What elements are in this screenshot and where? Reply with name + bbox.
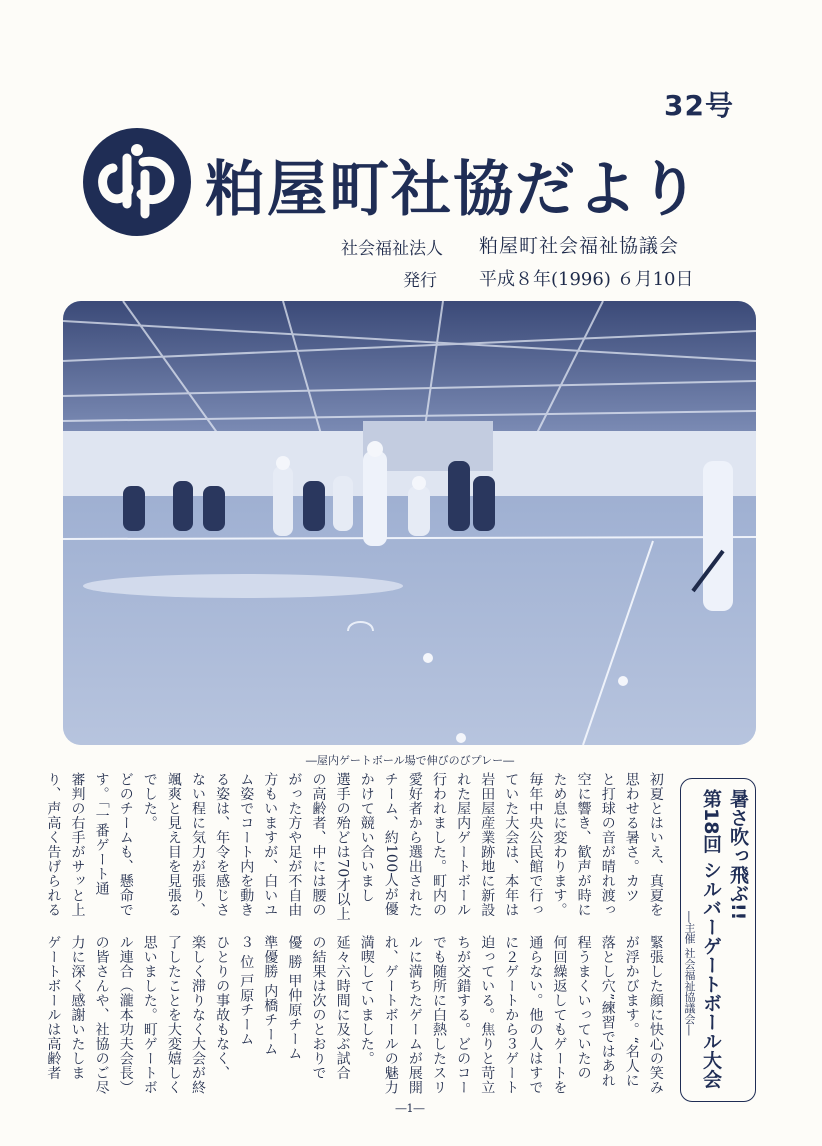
article-column: がった方や足が不自由 xyxy=(286,772,303,917)
article-column: 颯爽と見え目を見張る xyxy=(165,772,182,917)
article-column: す。「一番ゲート通 xyxy=(93,772,110,896)
photo-caption: ―屋内ゲートボール場で伸びのびプレー― xyxy=(305,754,515,767)
shakyo-logo xyxy=(83,128,191,236)
article-column: ため息に変わります。 xyxy=(551,772,568,917)
article-column: が浮かびます。“名人に xyxy=(623,935,640,1088)
article-column: 優 勝 甲仲原チーム xyxy=(286,935,303,1061)
article-column: 準優勝 内橋チーム xyxy=(262,935,279,1056)
article-column: ちが交錯する。どのコー xyxy=(455,935,472,1095)
article-column: れた屋内ゲートボール xyxy=(455,772,472,917)
article-column: 方もいますが、白いユ xyxy=(262,772,279,917)
page-number: ―1― xyxy=(395,1102,425,1115)
article-column: と打球の音が晴れ渡っ xyxy=(599,772,616,917)
article-column: ひとりの事故もなく、 xyxy=(214,935,231,1080)
event-headline: 暑さ吹っ飛ぶ!! xyxy=(727,789,749,921)
article-column: 初夏とはいえ、真夏を xyxy=(647,772,664,917)
article-column: の高齢者、中には腰の xyxy=(310,772,327,917)
org-name: 粕屋町社会福祉協議会 xyxy=(479,235,680,257)
article-column: ない程に気力が張り、 xyxy=(190,772,206,917)
article-column: 落とし穴”練習ではあれ xyxy=(599,935,616,1088)
event-organizer: ―主催 社会福祉協議会― xyxy=(683,911,696,1036)
article-column: ゲートボールは高齢者 xyxy=(45,935,62,1080)
article-column: 程うまくいっていたの xyxy=(575,935,592,1080)
article-column: 通らない。他の人はすで xyxy=(527,935,544,1095)
article-column: 了したことを大変嬉しく xyxy=(165,935,182,1095)
article-column: 岩田屋産業跡地に新設 xyxy=(479,772,496,917)
article-column: チーム、約100人が優 xyxy=(382,772,399,917)
article-column: に２ゲートから３ゲート xyxy=(503,935,520,1095)
article-column: れ、ゲートボールの魅力 xyxy=(382,935,399,1095)
article-column: る姿は、年令を感じさ xyxy=(214,772,231,917)
article-column: ていた大会は、本年は xyxy=(503,772,520,917)
article-column: でした。 xyxy=(141,772,158,830)
published-label: 発行 xyxy=(403,271,437,291)
org-type: 社会福祉法人 xyxy=(341,239,443,259)
article-column: ム姿でコート内を動き xyxy=(238,772,255,917)
article-column: かけて競い合いまし xyxy=(358,772,375,903)
issue-number: 32号 xyxy=(664,89,734,122)
article-column: 思いました。町ゲートボ xyxy=(141,935,158,1095)
event-name: 第18回 シルバーゲートボール大会 xyxy=(700,789,722,1089)
article-column: 審判の右手がサッと上 xyxy=(69,772,86,917)
article-column: の結果は次のとおりで xyxy=(310,935,327,1080)
article-column: 思わせる暑さ。カツ xyxy=(623,772,640,903)
article-column: 延々六時間に及ぶ試合 xyxy=(334,935,351,1080)
article-column: 行われました。町内の xyxy=(431,772,447,917)
article-column: 愛好者から選出された xyxy=(406,772,423,917)
article-column: どのチームも、懸命で xyxy=(117,772,134,917)
article-column: ３ 位 戸原チーム xyxy=(238,935,255,1047)
article-column: 楽しく滞りなく大会が終 xyxy=(190,935,206,1095)
article-column: ル連合（瀧本功夫会長） xyxy=(117,935,134,1095)
article-column: ルに満ちたゲームが展開 xyxy=(406,935,423,1095)
article-column: 選手の殆どは70才以上 xyxy=(334,772,351,922)
article-column: 力に深く感謝いたしま xyxy=(69,935,86,1080)
article-column: 空に響き、歓声が時に xyxy=(575,772,592,917)
gateball-photo xyxy=(63,301,756,745)
event-title-box xyxy=(680,778,756,1102)
article-column: 迫っている。焦りと苛立 xyxy=(479,935,496,1095)
published-date: 平成８年(1996) ６月10日 xyxy=(479,269,694,290)
article-column: 毎年中央公民館で行っ xyxy=(527,772,544,917)
newsletter-title: 粕屋町社協だより xyxy=(205,155,701,225)
article-column: り、声高く告げられる xyxy=(45,772,62,917)
article-column: 緊張した顔に快心の笑み xyxy=(647,935,664,1095)
article-column: の皆さんや、社協のご尽 xyxy=(93,935,110,1095)
article-column: でも随所に白熱したスリ xyxy=(431,935,447,1095)
article-column: 何回繰返してもゲートを xyxy=(551,935,568,1095)
article-column: 満喫していました。 xyxy=(358,935,375,1066)
